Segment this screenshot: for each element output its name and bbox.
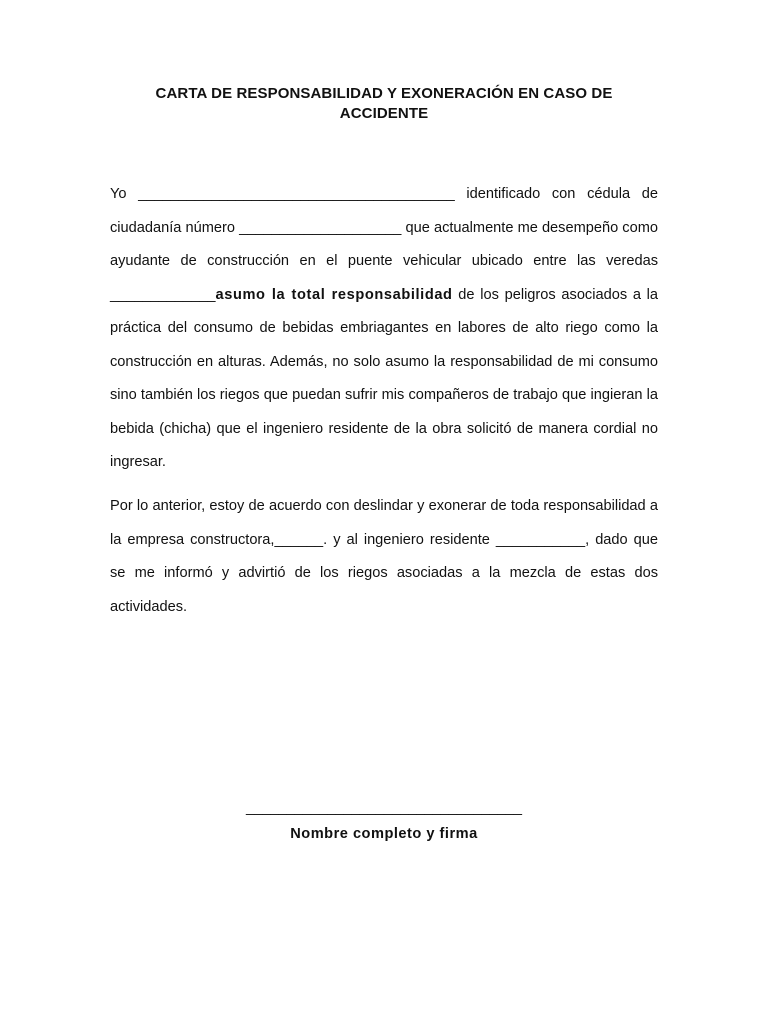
signature-line: __________________________________: [246, 800, 522, 816]
paragraph-1-text-b: de los peligros asociados a la práctica del consumo de bebidas embriagantes en labores de alto riego como la construcción en alturas. Además, no solo asumo la responsabilidad de mi consumo sino también los riegos que puedan sufrir mis compañeros de trabajo que ingieran la bebida (chicha) que el ingeniero residente de la obra solicitó de manera cordial no ingresar.: [110, 286, 659, 470]
signature-label: Nombre completo y firma: [290, 826, 478, 842]
paragraph-exoneration: Por lo anterior, estoy de acuerdo con deslindar y exonerar de toda responsabilidad a la empresa constructora,______. y al ingeniero residente ___________, dado que se me informó y advirtió de los riegos asociadas a la mezcla de estas dos actividades.: [110, 498, 658, 615]
paragraph-1-text-a: Yo _______________________________________ identificado con cédula de ciudadanía número ____________________ que actualmente me desempeño como ayudante de construcción en el puente vehicular ubicado entre las veredas _____________: [110, 186, 658, 303]
paragraph-1-bold: asumo la total responsabilidad: [215, 286, 453, 303]
document-title: CARTA DE RESPONSABILIDAD Y EXONERACIÓN EN CASO DE ACCIDENTE: [155, 85, 613, 122]
paragraph-responsibility: [110, 178, 658, 480]
